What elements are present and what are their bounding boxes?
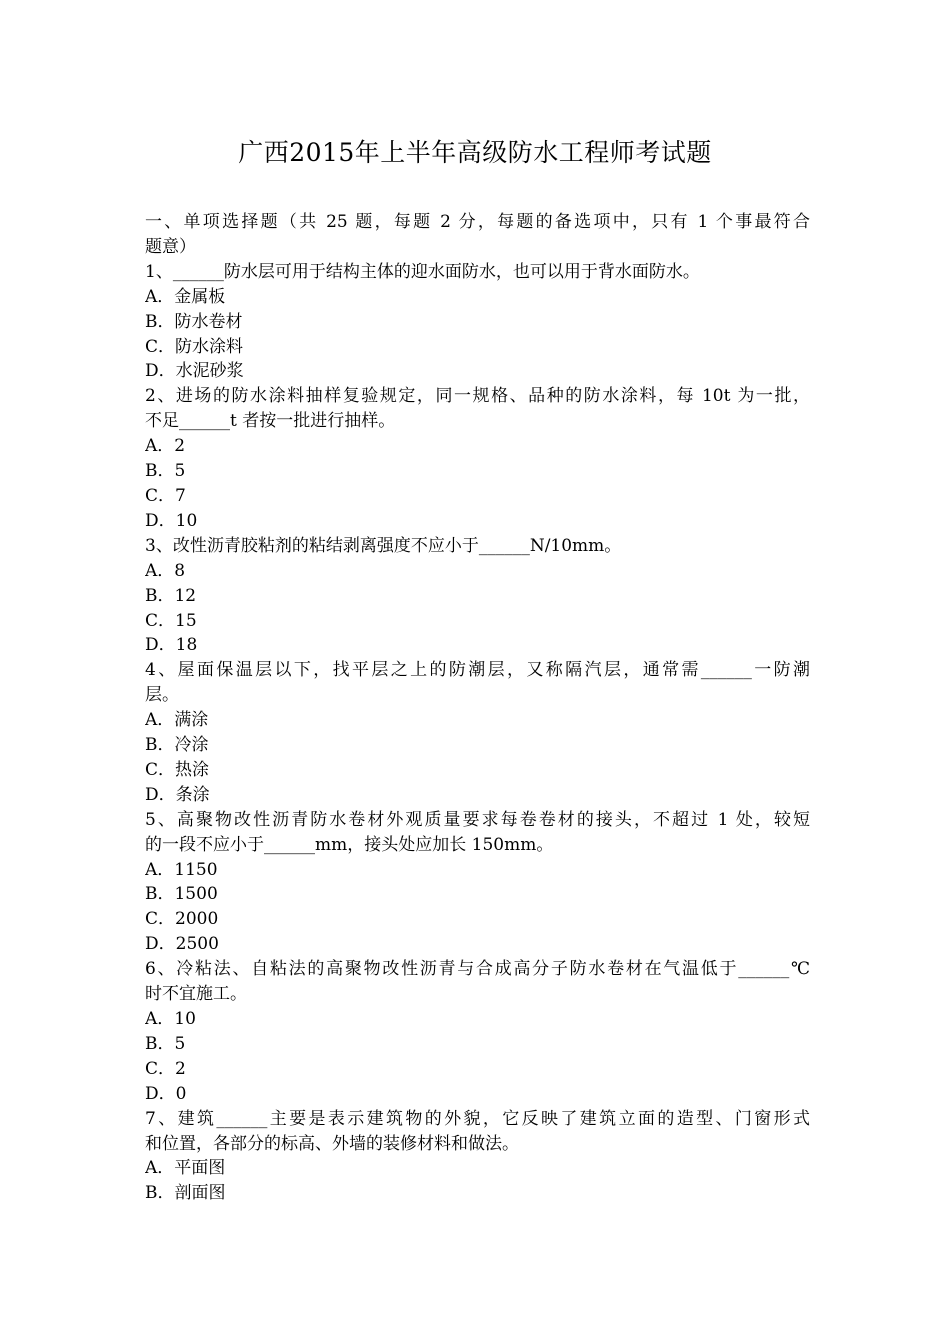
option-c: C．2 <box>145 1058 186 1079</box>
question-text-continued: 和位置，各部分的标高、外墙的装修材料和做法。 <box>145 1133 519 1154</box>
question-text-continued: 的一段不应小于______mm，接头处应加长 150mm。 <box>145 834 554 855</box>
question-text-continued: 不足______t 者按一批进行抽样。 <box>145 411 396 432</box>
question-6 <box>145 957 810 1106</box>
document-title: 广西2015年上半年高级防水工程师考试题 <box>238 138 712 167</box>
option-a: A．2 <box>145 436 186 457</box>
question-text: 4、屋面保温层以下，找平层之上的防潮层，又称隔汽层，通常需______一防潮 <box>145 660 810 681</box>
option-c: C．7 <box>145 485 186 506</box>
question-5 <box>145 808 810 957</box>
question-text: 1、______防水层可用于结构主体的迎水面防水，也可以用于背水面防水。 <box>145 261 700 282</box>
option-d: D．条涂 <box>145 784 210 805</box>
question-list <box>145 210 810 1206</box>
option-b: B．5 <box>145 1033 186 1054</box>
question-7 <box>145 1107 810 1207</box>
option-a: A．10 <box>145 1009 196 1029</box>
question-text: 3、改性沥青胶粘剂的粘结剥离强度不应小于______N/10mm。 <box>145 535 622 556</box>
option-a: A．满涂 <box>145 710 209 731</box>
option-b: B．5 <box>145 461 186 482</box>
question-3 <box>145 534 810 659</box>
option-b: B．防水卷材 <box>145 311 243 332</box>
option-c: C．防水涂料 <box>145 336 244 357</box>
option-d: D．水泥砂浆 <box>145 361 244 382</box>
question-text-continued: 时不宜施工。 <box>145 984 247 1005</box>
option-b: B．剖面图 <box>145 1183 226 1204</box>
option-c: C．热涂 <box>145 759 210 780</box>
option-d: D．10 <box>145 510 198 531</box>
option-c: C．15 <box>145 610 197 631</box>
option-a: A．金属板 <box>145 286 226 307</box>
section-heading-line-1: 一、单项选择题（共 25 题，每题 2 分，每题的备选项中，只有 1 个事最符合 <box>145 212 810 232</box>
question-text: 6、冷粘法、自粘法的高聚物改性沥青与合成高分子防水卷材在气温低于______℃ <box>145 959 810 980</box>
option-b: B．1500 <box>145 884 218 905</box>
option-a: A．1150 <box>145 859 218 880</box>
option-d: D．2500 <box>145 934 219 955</box>
option-b: B．12 <box>145 585 197 606</box>
option-b: B．冷涂 <box>145 735 209 756</box>
question-text-continued: 层。 <box>145 685 179 706</box>
option-a: A．平面图 <box>145 1158 226 1179</box>
option-d: D．0 <box>145 1083 187 1104</box>
option-d: D．18 <box>145 635 198 656</box>
section-heading-line-2: 题意） <box>145 236 196 257</box>
question-text: 2、进场的防水涂料抽样复验规定，同一规格、品种的防水涂料，每 10t 为一批， <box>145 386 810 407</box>
question-4 <box>145 658 810 807</box>
question-2 <box>145 384 810 533</box>
question-text: 5、高聚物改性沥青防水卷材外观质量要求每卷卷材的接头，不超过 1 处，较短 <box>145 809 810 830</box>
option-c: C．2000 <box>145 909 219 930</box>
question-1 <box>145 260 810 385</box>
option-a: A．8 <box>145 560 186 581</box>
question-text: 7、建筑______主要是表示建筑物的外貌，它反映了建筑立面的造型、门窗形式 <box>145 1108 810 1129</box>
